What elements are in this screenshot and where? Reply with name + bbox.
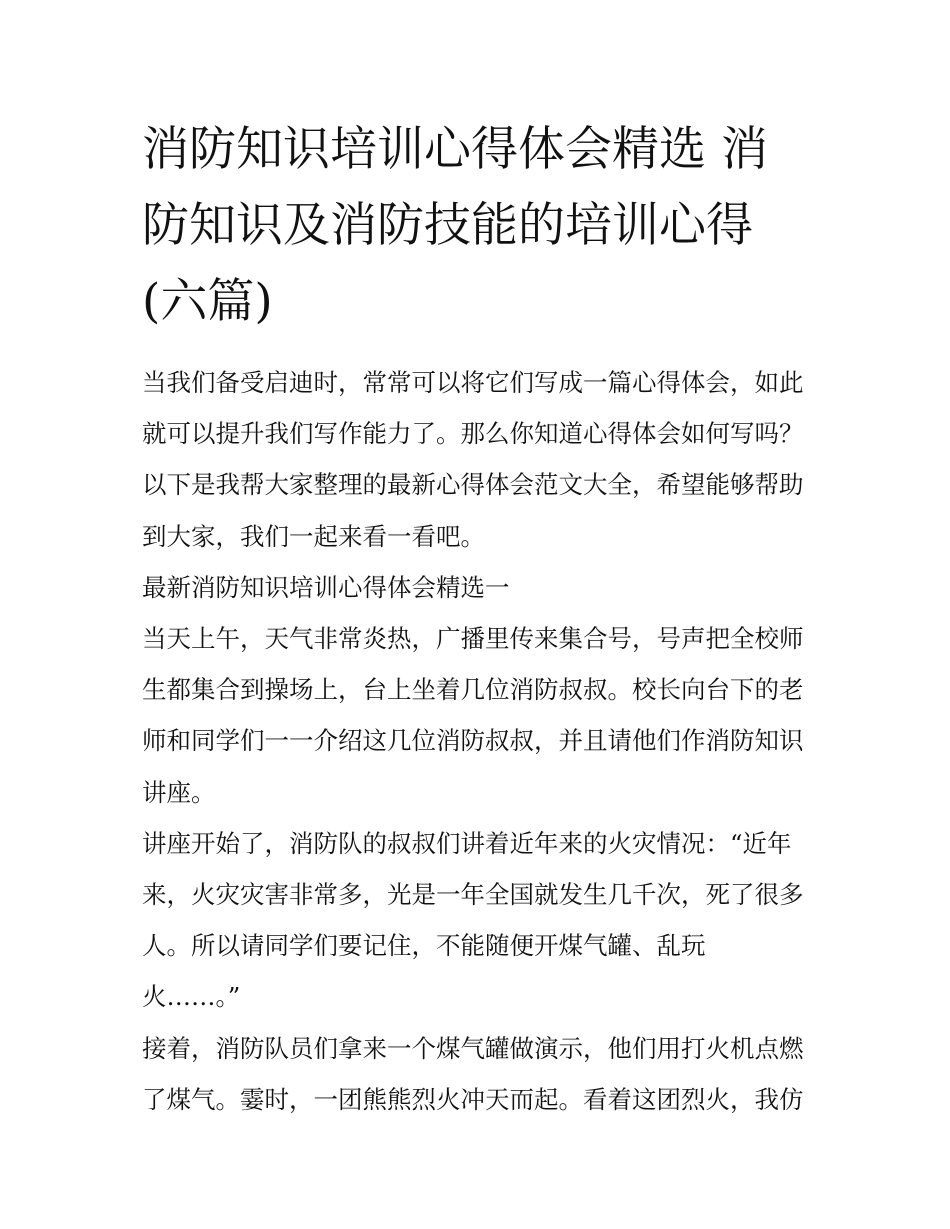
text-line: 最新消防知识培训心得体会精选一	[142, 572, 510, 602]
text-line: 了煤气。霎时，一团熊熊烈火冲天而起。看着这团烈火，我仿	[142, 1084, 804, 1114]
text-line: 火……。”	[142, 982, 241, 1012]
text-line: 生都集合到操场上，台上坐着几位消防叔叔。校长向台下的老	[142, 675, 804, 705]
text-line: 当天上午，天气非常炎热，广播里传来集合号，号声把全校师	[142, 624, 804, 654]
intro-paragraph	[142, 357, 822, 562]
body-paragraph	[142, 1023, 822, 1125]
text-line: 到大家，我们一起来看一看吧。	[142, 521, 485, 551]
text-line: 就可以提升我们写作能力了。那么你知道心得体会如何写吗？	[142, 419, 804, 449]
text-line: 讲座开始了，消防队的叔叔们讲着近年来的火灾情况：“近年	[142, 828, 792, 858]
text-line: 来，火灾灾害非常多，光是一年全国就发生几千次，死了很多	[142, 880, 804, 910]
text-line: 人。所以请同学们要记住，不能随便开煤气罐、乱玩	[142, 931, 706, 961]
text-line: 讲座。	[142, 777, 216, 807]
section-heading	[142, 562, 822, 613]
document-body	[142, 357, 822, 1125]
body-paragraph	[142, 818, 822, 1023]
document-page	[142, 112, 822, 1125]
body-paragraph	[142, 613, 822, 818]
text-line: 当我们备受启迪时，常常可以将它们写成一篇心得体会，如此	[142, 368, 804, 397]
text-line: 以下是我帮大家整理的最新心得体会范文大全，希望能够帮助	[142, 470, 804, 500]
title-line: (六篇)	[142, 274, 273, 329]
title-line: 防知识及消防技能的培训心得	[142, 198, 753, 253]
text-line: 师和同学们一一介绍这几位消防叔叔，并且请他们作消防知识	[142, 726, 804, 756]
document-title	[142, 112, 822, 340]
text-line: 接着，消防队员们拿来一个煤气罐做演示，他们用打火机点燃	[142, 1033, 804, 1063]
title-line: 消防知识培训心得体会精选 消	[142, 122, 768, 177]
